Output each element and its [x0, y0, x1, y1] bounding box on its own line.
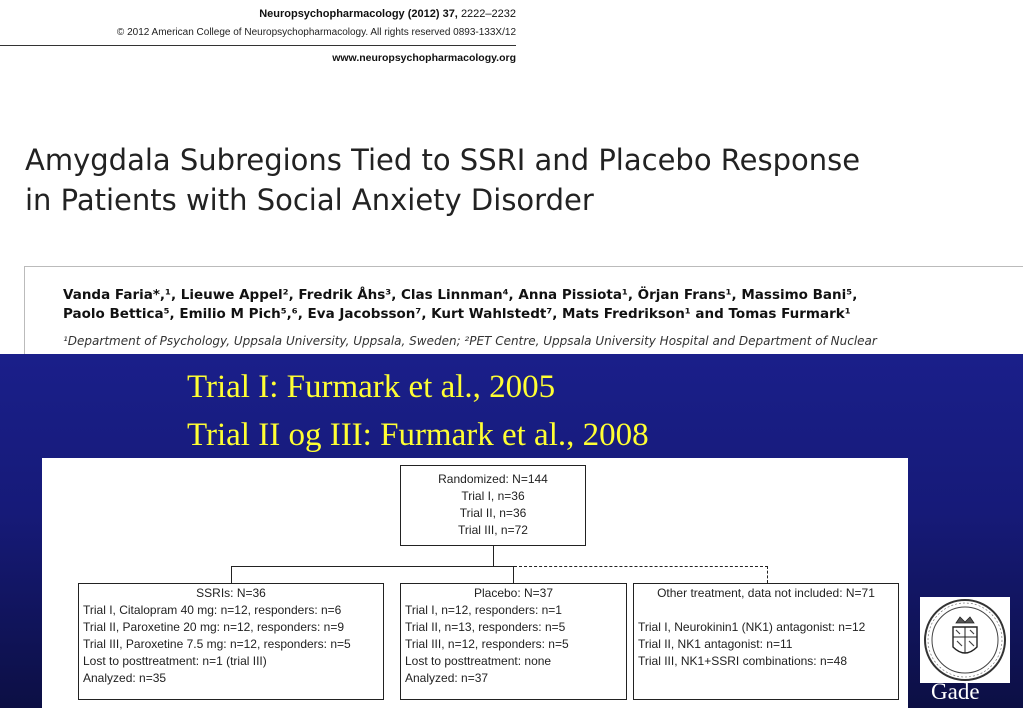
ssri-line: Trial III, Paroxetine 7.5 mg: n=12, responders: n=5 — [83, 637, 351, 651]
ssri-line: Analyzed: n=35 — [83, 671, 167, 685]
randomized-trial-1: Trial I, n=36 — [461, 489, 525, 503]
randomized-box — [400, 465, 586, 546]
title-line-2: in Patients with Social Anxiety Disorder — [25, 183, 594, 217]
ssri-line: Trial II, Paroxetine 20 mg: n=12, responders: n=9 — [83, 620, 345, 634]
affiliation-line: ¹Department of Psychology, Uppsala University, Uppsala, Sweden; ²PET Centre, Uppsala University Hospital and Department of Nuclear — [63, 334, 877, 348]
other-line: Trial II, NK1 antagonist: n=11 — [638, 637, 793, 651]
seal-icon — [920, 597, 1010, 683]
other-line: Trial I, Neurokinin1 (NK1) antagonist: n=12 — [638, 620, 866, 634]
ssri-heading: SSRIs: N=36 — [196, 586, 266, 600]
author-list — [63, 286, 1013, 324]
placebo-line: Trial I, n=12, responders: n=1 — [405, 603, 562, 617]
header-rule — [0, 45, 516, 46]
authors-line-1: Vanda Faria*,¹, Lieuwe Appel², Fredrik Åhs³, Clas Linnman⁴, Anna Pissiota¹, Örjan Frans¹, Massimo Bani⁵, — [63, 287, 858, 303]
randomized-total: Randomized: N=144 — [438, 472, 548, 486]
randomized-trial-3: Trial III, n=72 — [458, 523, 528, 537]
journal-name: Neuropsychopharmacology (2012) 37, — [259, 8, 458, 20]
author-frame-top — [24, 266, 1023, 267]
randomized-trial-2: Trial II, n=36 — [459, 506, 527, 520]
title-line-1: Amygdala Subregions Tied to SSRI and Placebo Response — [25, 143, 861, 177]
other-treatment-box — [633, 583, 899, 700]
ssri-line: Lost to posttreatment: n=1 (trial III) — [83, 654, 267, 668]
article-title — [25, 140, 1005, 220]
journal-citation — [259, 8, 516, 20]
flowchart-panel — [42, 458, 908, 708]
author-frame-left — [24, 266, 25, 356]
authors-line-2: Paolo Bettica⁵, Emilio M Pich⁵,⁶, Eva Jacobsson⁷, Kurt Wahlstedt⁷, Mats Fredrikson¹ and Tomas Furmark¹ — [63, 306, 851, 322]
journal-website: www.neuropsychopharmacology.org — [332, 52, 516, 64]
connector-other-dashed-horizontal — [514, 566, 768, 567]
connector-placebo-drop — [513, 566, 514, 583]
other-heading: Other treatment, data not included: N=71 — [657, 586, 875, 600]
placebo-line: Trial III, n=12, responders: n=5 — [405, 637, 569, 651]
other-spacer — [638, 602, 894, 619]
placebo-line: Analyzed: n=37 — [405, 671, 489, 685]
placebo-line: Lost to posttreatment: none — [405, 654, 552, 668]
ssri-line: Trial I, Citalopram 40 mg: n=12, responders: n=6 — [83, 603, 342, 617]
trial-citation-2: Trial II og III: Furmark et al., 2008 — [187, 417, 649, 453]
connector-other-dashed-drop — [767, 566, 768, 583]
other-line: Trial III, NK1+SSRI combinations: n=48 — [638, 654, 847, 668]
connector-left-horizontal — [231, 566, 494, 567]
seal-caption: Gade — [931, 679, 980, 704]
placebo-box — [400, 583, 627, 700]
connector-ssri-drop — [231, 566, 232, 583]
placebo-line: Trial II, n=13, responders: n=5 — [405, 620, 566, 634]
ssri-box — [78, 583, 384, 700]
connector-placebo-horizontal — [493, 566, 514, 567]
journal-pages: 2222–2232 — [460, 8, 516, 20]
copyright-line: © 2012 American College of Neuropsychopharmacology. All rights reserved 0893-133X/12 — [116, 27, 516, 38]
placebo-heading: Placebo: N=37 — [473, 586, 554, 600]
university-seal — [920, 597, 1010, 683]
trial-citation-1: Trial I: Furmark et al., 2005 — [187, 369, 556, 405]
connector-trunk — [493, 546, 494, 566]
